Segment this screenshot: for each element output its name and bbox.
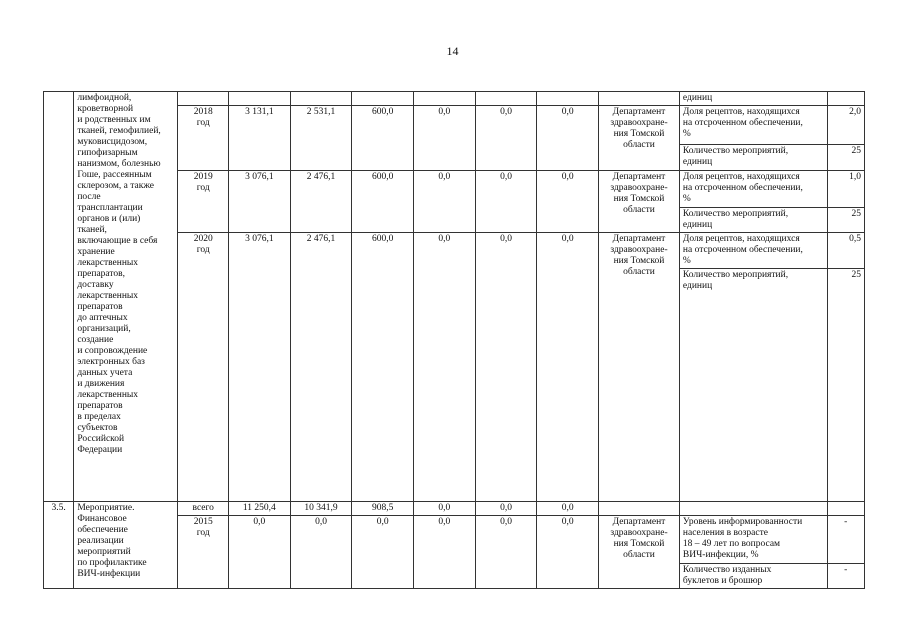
indicator-name: Доля рецептов, находящихся на отсроченном обеспечении, % [679, 233, 827, 269]
section-name-cell: Мероприятие. Финансовое обеспечение реализации мероприятий по профилактике ВИЧ-инфекции [74, 502, 178, 589]
value-cell: 0,0 [414, 106, 476, 171]
value-cell: 0,0 [475, 106, 537, 171]
year-cell: 2020 год [178, 233, 229, 502]
value-cell: 0,0 [537, 233, 599, 502]
indicator-name: Количество мероприятий, единиц [679, 145, 827, 171]
value-cell: 600,0 [352, 106, 414, 171]
indicator-value: - [827, 564, 864, 589]
value-cell: 0,0 [414, 233, 476, 502]
value-cell: 0,0 [475, 516, 537, 589]
indicator-value: 0,5 [827, 233, 864, 269]
value-cell: 0,0 [537, 516, 599, 589]
value-cell: 0,0 [475, 502, 537, 516]
table-row [44, 502, 865, 516]
value-cell: 0,0 [229, 516, 291, 589]
indicator-value: 25 [827, 269, 864, 502]
executor-cell: Департамент здравоохране- ния Томской области [599, 233, 680, 502]
total-label: всего [178, 502, 229, 516]
executor-cell: Департамент здравоохране- ния Томской области [599, 106, 680, 171]
indicator-name: Количество изданных буклетов и брошюр [679, 564, 827, 589]
value-cell: 11 250,4 [229, 502, 291, 516]
value-cell: 0,0 [414, 516, 476, 589]
page-number: 14 [446, 44, 459, 58]
executor-cell: Департамент здравоохране- ния Томской области [599, 171, 680, 233]
value-cell: 0,0 [414, 171, 476, 233]
year-cell: 2019 год [178, 171, 229, 233]
value-cell: 0,0 [352, 516, 414, 589]
value-cell: 0,0 [414, 502, 476, 516]
table-row [44, 92, 865, 106]
indicator-name: Количество мероприятий, единиц [679, 269, 827, 502]
value-cell: 3 131,1 [229, 106, 291, 171]
value-cell: 0,0 [475, 233, 537, 502]
indicator-name: Доля рецептов, находящихся на отсроченном обеспечении, % [679, 171, 827, 208]
value-cell: 0,0 [537, 502, 599, 516]
indicator-value: - [827, 516, 864, 564]
indicator-name: единиц [679, 92, 827, 106]
indicator-name: Количество мероприятий, единиц [679, 208, 827, 233]
value-cell: 0,0 [290, 516, 352, 589]
value-cell: 2 476,1 [290, 233, 352, 502]
indicator-value: 25 [827, 145, 864, 171]
executor-cell: Департамент здравоохране- ния Томской области [599, 516, 680, 589]
value-cell: 908,5 [352, 502, 414, 516]
value-cell: 2 476,1 [290, 171, 352, 233]
value-cell: 10 341,9 [290, 502, 352, 516]
section-number-cell: 3.5. [44, 502, 74, 589]
section-name-cell: лимфоидной, кроветворной и родственных им тканей, гемофилией, муковисцидозом, гипофизарным нанизмом, болезнью Гоше, рассеянным склерозом, а также после трансплантации органов и (или) тканей, включающие в себя хранение лекарственных препаратов, доставку лекарственных препаратов до аптечных организаций, создание и сопровождение электронных баз данных учета и движения лекарственных препаратов в пределах субъектов Российской Федерации [74, 92, 178, 502]
section-number-cell [44, 92, 74, 502]
value-cell: 3 076,1 [229, 171, 291, 233]
indicator-value: 1,0 [827, 171, 864, 208]
value-cell: 600,0 [352, 233, 414, 502]
value-cell: 0,0 [537, 171, 599, 233]
indicator-value: 25 [827, 208, 864, 233]
value-cell: 0,0 [475, 171, 537, 233]
indicator-name: Доля рецептов, находящихся на отсроченном обеспечении, % [679, 106, 827, 145]
value-cell: 0,0 [537, 106, 599, 171]
value-cell: 3 076,1 [229, 233, 291, 502]
year-cell: 2018 год [178, 106, 229, 171]
indicator-value: 2,0 [827, 106, 864, 145]
value-cell: 2 531,1 [290, 106, 352, 171]
value-cell: 600,0 [352, 171, 414, 233]
year-cell: 2015 год [178, 516, 229, 589]
program-table [43, 91, 865, 589]
indicator-name: Уровень информированности населения в возрасте 18 – 49 лет по вопросам ВИЧ-инфекции, % [679, 516, 827, 564]
